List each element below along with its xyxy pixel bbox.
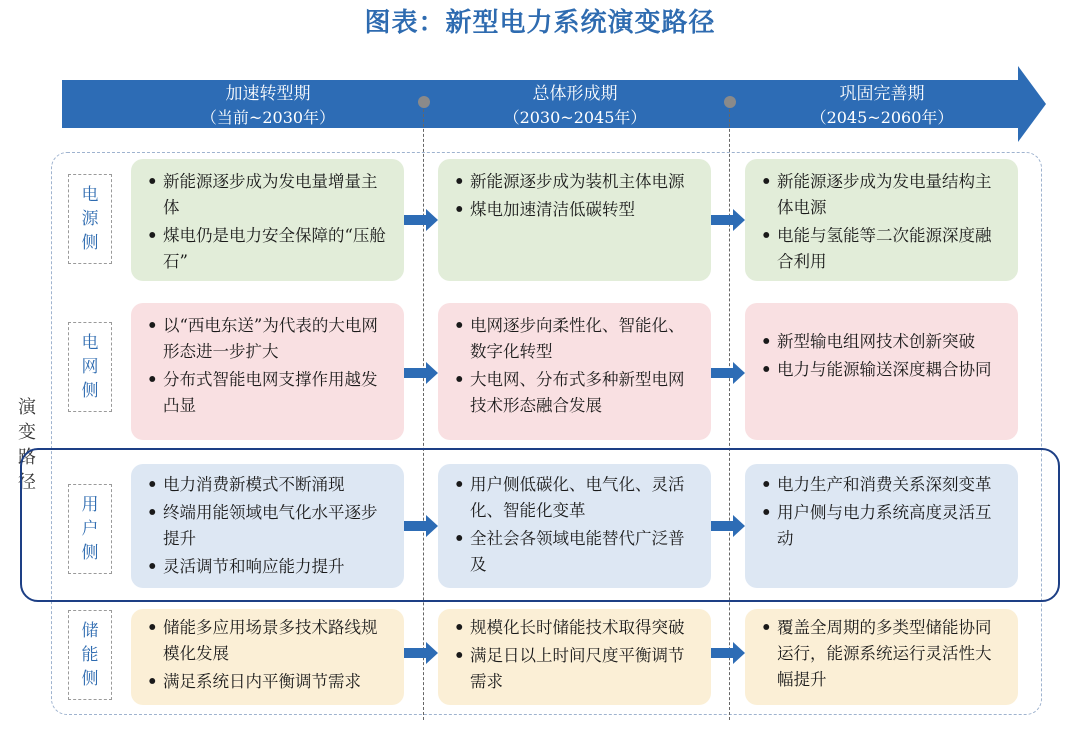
list-item: • 电网逐步向柔性化、智能化、数字化转型 xyxy=(452,313,699,365)
list-item: • 电力生产和消费关系深刻变革 xyxy=(759,472,1006,498)
phase-name: 总体形成期 xyxy=(532,84,618,104)
transition-arrow-icon xyxy=(711,642,745,664)
label-char: 电 xyxy=(81,333,99,353)
label-char: 源 xyxy=(81,209,99,229)
cell-grid-consolidate xyxy=(745,303,1018,440)
cell-storage-form xyxy=(438,609,711,705)
label-char: 用 xyxy=(81,495,99,515)
transition-arrow-icon xyxy=(404,209,438,231)
page-title: 图表：新型电力系统演变路径 xyxy=(364,8,716,38)
side-char: 径 xyxy=(18,472,36,493)
list-item: • 电力消费新模式不断涌现 xyxy=(145,472,392,498)
list-item: • 全社会各领域电能替代广泛普及 xyxy=(452,526,699,578)
transition-arrow-icon xyxy=(404,362,438,384)
list-item: • 电力与能源输送深度耦合协同 xyxy=(759,357,1006,383)
cell-supply-accelerate xyxy=(131,159,404,281)
label-char: 电 xyxy=(81,185,99,205)
label-char: 能 xyxy=(81,645,99,665)
side-char: 变 xyxy=(18,422,36,443)
list-item: • 电能与氢能等二次能源深度融合利用 xyxy=(759,223,1006,275)
list-item: • 灵活调节和响应能力提升 xyxy=(145,554,392,580)
list-item: • 以“西电东送”为代表的大电网形态进一步扩大 xyxy=(145,313,392,365)
list-item: • 新型输电组网技术创新突破 xyxy=(759,329,1006,355)
user-side-highlight-frame xyxy=(20,448,1060,602)
list-item: • 煤电加速清洁低碳转型 xyxy=(452,197,699,223)
list-item: • 大电网、分布式多种新型电网技术形态融合发展 xyxy=(452,367,699,419)
transition-arrow-icon xyxy=(711,209,745,231)
list-item: • 覆盖全周期的多类型储能协同运行，能源系统运行灵活性大幅提升 xyxy=(759,615,1006,693)
label-char: 储 xyxy=(81,621,99,641)
phase-period: （当前~2030年） xyxy=(200,108,336,127)
phase-consolidate xyxy=(762,82,1002,130)
list-item: • 终端用能领域电气化水平逐步提升 xyxy=(145,500,392,552)
side-char: 路 xyxy=(18,447,36,468)
row-label-supply xyxy=(68,174,112,264)
list-item: • 用户侧低碳化、电气化、灵活化、智能化变革 xyxy=(452,472,699,524)
phase-name: 加速转型期 xyxy=(225,84,311,104)
list-item: • 分布式智能电网支撑作用越发凸显 xyxy=(145,367,392,419)
divider-pin xyxy=(418,96,430,108)
phase-accelerate xyxy=(148,82,388,130)
cell-storage-consolidate xyxy=(745,609,1018,705)
list-item: • 规模化长时储能技术取得突破 xyxy=(452,615,699,641)
row-label-storage xyxy=(68,610,112,700)
label-char: 侧 xyxy=(81,669,99,689)
phase-form xyxy=(455,82,695,130)
phase-period: （2045~2060年） xyxy=(810,108,954,127)
list-item: • 新能源逐步成为发电量增量主体 xyxy=(145,169,392,221)
cell-grid-accelerate xyxy=(131,303,404,440)
side-char: 演 xyxy=(18,397,36,418)
cell-grid-form xyxy=(438,303,711,440)
divider-pin xyxy=(724,96,736,108)
list-item: • 新能源逐步成为装机主体电源 xyxy=(452,169,699,195)
list-item: • 满足系统日内平衡调节需求 xyxy=(145,669,392,695)
transition-arrow-icon xyxy=(404,642,438,664)
cell-storage-accelerate xyxy=(131,609,404,705)
phase-period: （2030~2045年） xyxy=(503,108,647,127)
cell-supply-consolidate xyxy=(745,159,1018,281)
label-char: 网 xyxy=(81,357,99,377)
list-item: • 煤电仍是电力安全保障的“压舱石” xyxy=(145,223,392,275)
label-char: 侧 xyxy=(81,233,99,253)
label-char: 侧 xyxy=(81,543,99,563)
phase-divider xyxy=(729,104,730,720)
label-char: 侧 xyxy=(81,381,99,401)
list-item: • 满足日以上时间尺度平衡调节需求 xyxy=(452,643,699,695)
phase-divider xyxy=(423,104,424,720)
label-char: 户 xyxy=(81,519,99,539)
list-item: • 用户侧与电力系统高度灵活互动 xyxy=(759,500,1006,552)
cell-supply-form xyxy=(438,159,711,281)
list-item: • 新能源逐步成为发电量结构主体电源 xyxy=(759,169,1006,221)
phase-name: 巩固完善期 xyxy=(839,84,925,104)
row-label-grid xyxy=(68,322,112,412)
list-item: • 储能多应用场景多技术路线规模化发展 xyxy=(145,615,392,667)
transition-arrow-icon xyxy=(711,362,745,384)
